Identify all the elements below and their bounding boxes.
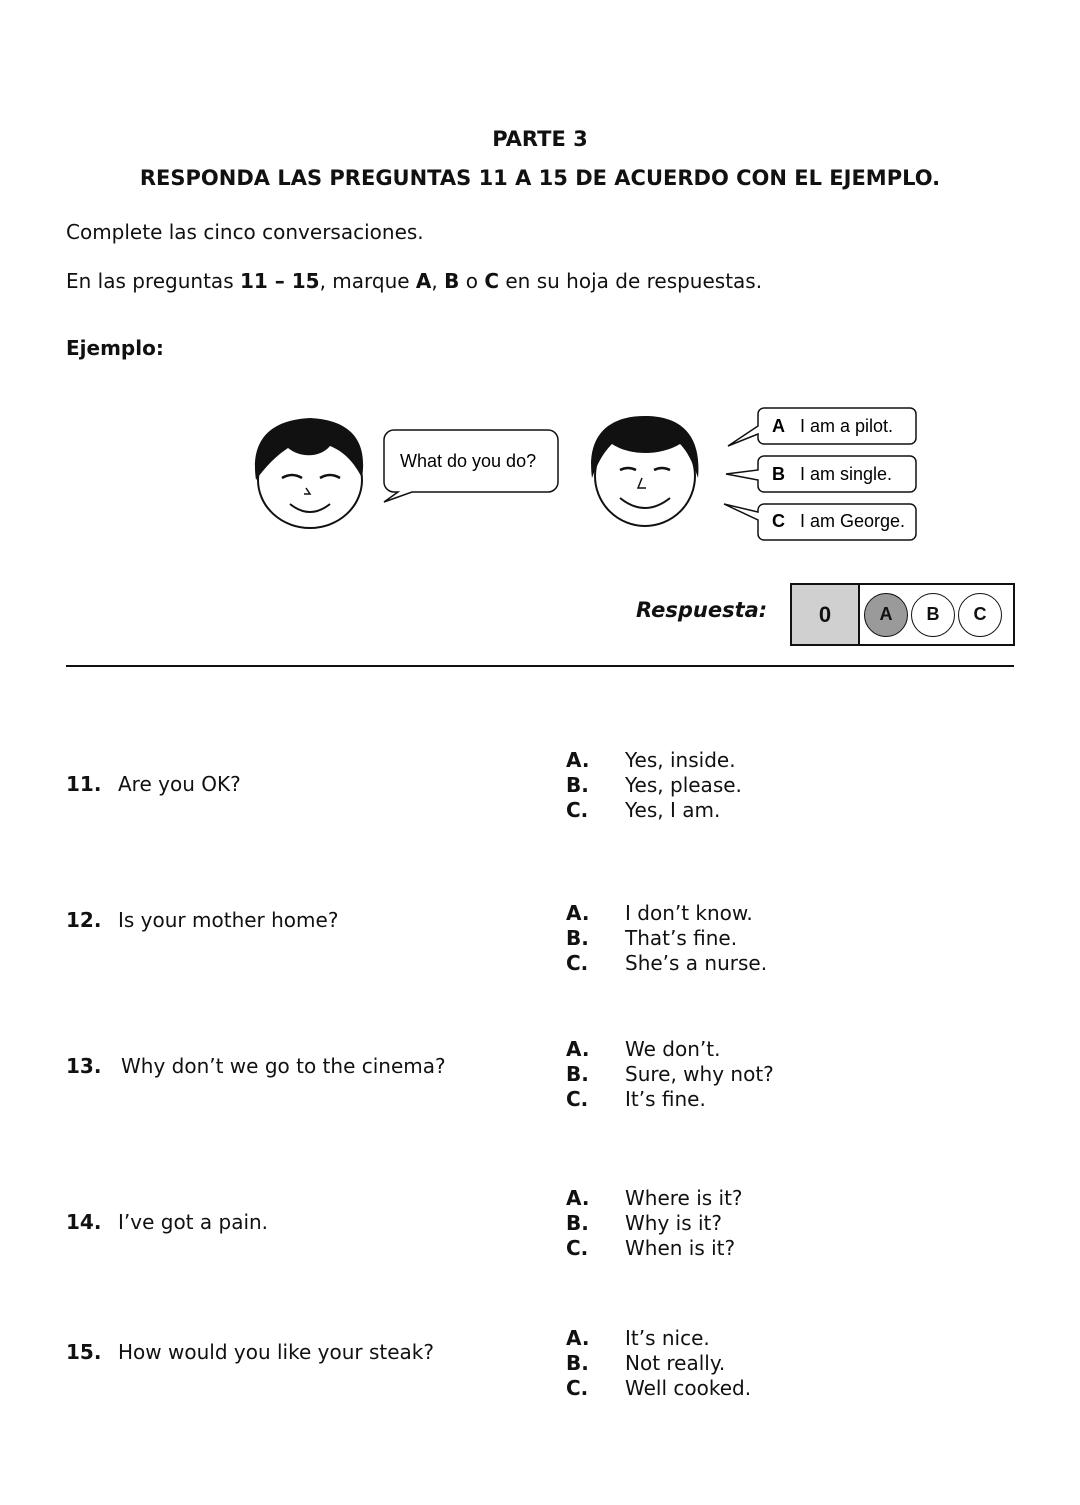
question-11: 11. Are you OK? <box>66 772 241 796</box>
svg-text:I am a pilot.: I am a pilot. <box>800 416 894 436</box>
answer-choice-a[interactable]: A <box>864 593 908 637</box>
option-item[interactable]: C. She’s a nurse. <box>566 951 768 975</box>
option-item[interactable]: C. Well cooked. <box>566 1376 752 1400</box>
option-item[interactable]: B. Not really. <box>566 1351 726 1375</box>
option-item[interactable]: C. When is it? <box>566 1236 736 1260</box>
svg-text:I am George.: I am George. <box>800 511 906 531</box>
options-11 <box>566 748 742 823</box>
instruction-line-1: Complete las cinco conversaciones. <box>66 220 424 244</box>
option-bubble-a <box>728 408 916 446</box>
options-15 <box>566 1326 751 1401</box>
answer-label: Respuesta: <box>636 598 768 622</box>
option-item[interactable]: A. I don’t know. <box>566 901 753 925</box>
answer-box <box>790 583 1015 646</box>
example-illustration <box>240 400 930 550</box>
option-item[interactable]: A. It’s nice. <box>566 1326 710 1350</box>
speech-bubble <box>384 430 558 502</box>
answer-choice-c[interactable]: C <box>958 593 1002 637</box>
question-15: 15. How would you like your steak? <box>66 1340 434 1364</box>
answer-number: 0 <box>792 585 860 644</box>
options-13 <box>566 1037 774 1112</box>
option-item[interactable]: B. That’s fine. <box>566 926 738 950</box>
option-item[interactable]: B. Why is it? <box>566 1211 722 1235</box>
option-bubble-b <box>726 456 916 492</box>
boy-face-icon <box>255 418 363 528</box>
svg-text:A: A <box>772 416 785 436</box>
option-item[interactable]: B. Sure, why not? <box>566 1062 774 1086</box>
speech-text: What do you do? <box>400 451 537 471</box>
svg-text:B: B <box>772 464 785 484</box>
question-12: 12. Is your mother home? <box>66 908 339 932</box>
man-face-icon <box>591 416 698 526</box>
options-14 <box>566 1186 743 1261</box>
question-13: 13. Why don’t we go to the cinema? <box>66 1054 446 1078</box>
instruction-line-2: En las preguntas 11 – 15, marque A, B o C en su hoja de respuestas. <box>66 269 763 293</box>
option-item[interactable]: C. Yes, I am. <box>566 798 721 822</box>
part-title: PARTE 3 <box>492 127 588 151</box>
option-item[interactable]: A. We don’t. <box>566 1037 721 1061</box>
answer-choice-b[interactable]: B <box>911 593 955 637</box>
option-bubble-c <box>724 504 916 540</box>
svg-text:C: C <box>772 511 785 531</box>
example-label: Ejemplo: <box>66 336 164 360</box>
options-12 <box>566 901 767 976</box>
question-14: 14. I’ve got a pain. <box>66 1210 269 1234</box>
option-item[interactable]: A. Where is it? <box>566 1186 743 1210</box>
section-heading: RESPONDA LAS PREGUNTAS 11 A 15 DE ACUERDO CON EL EJEMPLO. <box>139 166 941 190</box>
option-item[interactable]: B. Yes, please. <box>566 773 742 797</box>
divider <box>66 665 1014 667</box>
option-item[interactable]: A. Yes, inside. <box>566 748 736 772</box>
svg-text:I am single.: I am single. <box>800 464 893 484</box>
option-item[interactable]: C. It’s fine. <box>566 1087 706 1111</box>
